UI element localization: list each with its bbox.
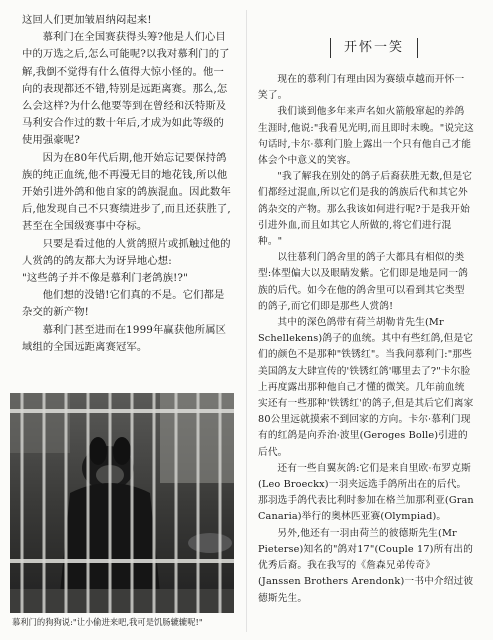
photo-caption: 慕利门的狗狗说:"让小偷进来吧,我可是饥肠辘辘呢!" <box>12 617 203 627</box>
paragraph: 其中的深色鸽带有荷兰胡勒肯先生(Mr Schellekens)鸽子的血统。其中有些红鸽,但是它们的颜色不是那种"铁锈红"。当我问慕利门:"那些美国鸽友大肆宣传的'铁锈红鸽'哪里去了?"卡尔脸上再度露出那种他自己才懂的微笑。几年前血统实还有一些那种'铁锈红'的鸽子,但是其后它们离家80公里远就摸索不到回家的方向。卡尔·慕利门现有的红鸽是向乔治·波里(Geroges Bolle)引进的后代。 <box>258 317 474 458</box>
paragraph: 只要是看过他的人赏鸽照片或抓触过他的人赏鸽的鸽友都大为讶异地心想: <box>22 237 231 267</box>
paragraph: 以往慕利门鸽舍里的鸽子大都具有相似的类型:体型偏大以及眼睛发紫。它们即是地是同一鸽族的后代。如今在他的鸽舍里可以看到其它类型的鸽子,而它们即是那些人赏鸽! <box>258 252 468 312</box>
paragraph: 慕利门在全国赛获得头筹?他是人们心目中的万选之后,怎么可能呢?以我对慕利门的了解,我倒不觉得有什么值得大惊小怪的。他一向的表现都还不错,特别是远距离赛。那么,怎么会这样?为什么他要等到在曾经和沃特斯及马利安合作过的数十年后,才成为如此等级的使用强豪呢? <box>22 31 230 147</box>
column-divider <box>246 10 247 632</box>
section-title: 开怀一笑 <box>330 38 418 58</box>
paragraph: "我了解我在别处的鸽子后裔获胜无数,但是它们都经过混血,所以它们是我的鸽族后代和其它外鸽杂交的产物。那么我该如何进行呢?于是我开始引进外血,而且如其它人所做的,将它们进行混种。" <box>258 171 473 248</box>
paragraph: 因为在80年代后期,他开始忘记要保持鸽族的纯正血统,他不再漫无目的地花钱,所以他开始引进外鸽和他自家的鸽族混血。因此数年后,他发现自己不只赛绩进步了,而且还获胜了,甚至在全国级赛事中夺标。 <box>22 151 231 233</box>
left-column <box>22 12 234 356</box>
paragraph: 还有一些自翼灰鸽:它们是来自里欧·布罗克斯(Leo Broeckx)一羽夹远选手鸽所出在的后代。那羽选手鸽代表比利时参加在格兰加那利亚(Gran Canaria)举行的奥林匹亚赛(Olympiad)。 <box>258 462 474 523</box>
paragraph: 这回人们更加皱眉纳闷起来! <box>22 14 152 26</box>
paragraph: 他们想的没错!它们真的不是。它们都是杂交的新产物! <box>22 289 225 319</box>
paragraph: 我们谈到他多年来声名如火箭般窜起的养鸽生涯时,他说:"我看见光明,而且即时未晚。"说完这句话时,卡尔·慕利门脸上露出一个只有他自己才能体会个中意义的笑容。 <box>258 106 474 167</box>
quote: "这些鸽子并不像是慕利门老鸽族!?" <box>22 272 188 285</box>
paragraph: 另外,他还有一羽由荷兰的彼德斯先生(Mr Pieterse)知名的"鸽对17"(Couple 17)所有出的优秀后裔。我在我写的《詹森兄弟传奇》(Janssen Brothers Arendonk)一书中介绍过彼德斯先生。 <box>258 527 474 604</box>
dog-behind-gate-photo <box>10 393 234 613</box>
photo-illustration <box>10 393 234 613</box>
paragraph: 慕利门甚至进而在1999年赢获他所属区域组的全国远距离赛冠军。 <box>22 323 227 353</box>
right-column <box>258 72 474 607</box>
paragraph: 现在的慕利门有理由因为赛绩卓越而开怀一笑了。 <box>258 74 465 102</box>
